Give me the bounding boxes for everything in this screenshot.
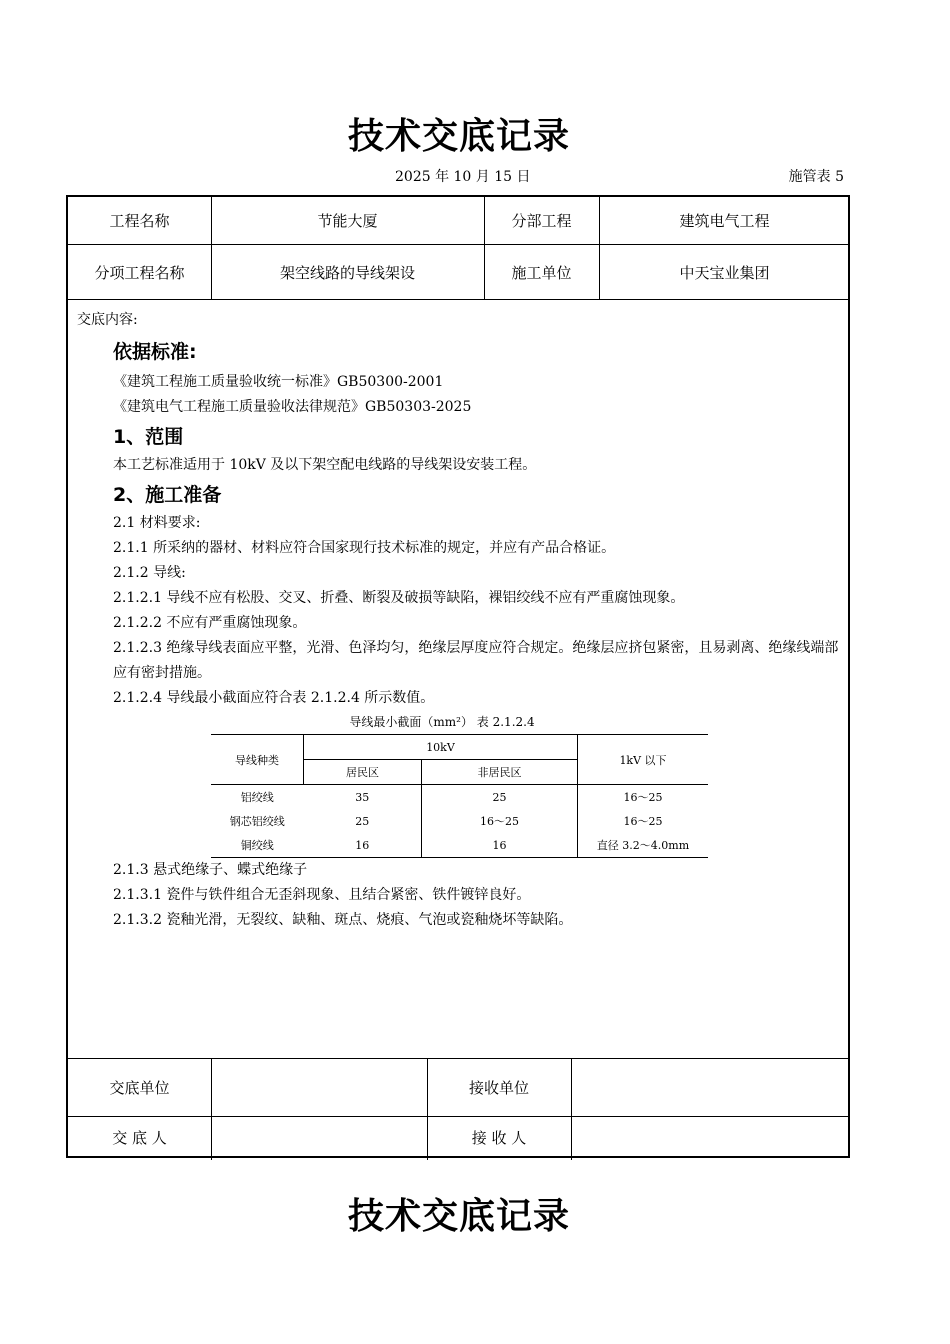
table-cell: 25 — [421, 785, 577, 810]
to-unit-label: 接收单位 — [468, 1079, 529, 1097]
table-cell: 16 — [304, 833, 422, 858]
project-name-label: 工程名称 — [109, 212, 170, 230]
prep-line: 2.1.3 悬式绝缘子、蝶式绝缘子 — [113, 862, 308, 878]
basis-line: 《建筑工程施工质量验收统一标准》GB50300-2001 — [113, 374, 444, 390]
subitem-label: 分项工程名称 — [94, 263, 185, 282]
table-header: 10kV — [304, 735, 578, 760]
table-caption: 导线最小截面（mm²） 表 2.1.2.4 — [349, 715, 535, 729]
from-person-value[interactable] — [211, 1117, 427, 1158]
basis-heading: 依据标准: — [113, 341, 197, 363]
from-unit-value[interactable] — [211, 1059, 427, 1116]
prep-line: 2.1.1 所采纳的器材、材料应符合国家现行技术标准的规定，并应有产品合格证。 — [113, 540, 616, 556]
table-cell: 钢芯铝绞线 — [229, 815, 285, 828]
table-cell: 铜绞线 — [211, 833, 304, 858]
prep-heading: 2、施工准备 — [113, 484, 222, 506]
prep-line: 2.1.2.3 绝缘导线表面应平整，光滑、色泽均匀，绝缘层厚度应符合规定。绝缘层应挤包紧密，且易剥离、绝缘线端部应有密封措施。 — [113, 640, 839, 681]
min-section-table — [211, 734, 708, 858]
record-form — [66, 195, 850, 1158]
record-date: 2025 年 10 月 15 日 — [395, 169, 531, 185]
table-cell: 16～25 — [421, 809, 577, 833]
table-cell: 16 — [421, 833, 577, 858]
prep-line: 2.1.2 导线: — [113, 565, 186, 581]
scope-text: 本工艺标准适用于 10kV 及以下架空配电线路的导线架设安装工程。 — [113, 457, 537, 473]
table-cell: 铝绞线 — [240, 791, 274, 804]
table-header: 1kV 以下 — [578, 735, 709, 785]
table-row — [211, 785, 708, 810]
from-person-label: 交 底 人 — [112, 1129, 167, 1147]
from-unit-label: 交底单位 — [109, 1079, 170, 1097]
basis-line: 《建筑电气工程施工质量验收法律规范》GB50303-2025 — [113, 399, 472, 415]
table-cell: 35 — [304, 785, 422, 810]
to-person-value[interactable] — [571, 1117, 850, 1158]
briefing-content — [77, 309, 845, 933]
table-header: 居民区 — [304, 760, 422, 785]
table-cell: 16～25 — [623, 791, 663, 804]
prep-line: 2.1.2.2 不应有严重腐蚀现象。 — [113, 615, 307, 631]
prep-line: 2.1.2.1 导线不应有松股、交叉、折叠、断裂及破损等缺陷，裸铝绞线不应有严重腐蚀现象。 — [113, 590, 685, 606]
division-label: 分部工程 — [511, 212, 572, 230]
prep-line: 2.1.3.2 瓷釉光滑，无裂纹、缺釉、斑点、烧痕、气泡或瓷釉烧坏等缺陷。 — [113, 912, 573, 928]
table-row — [211, 809, 708, 833]
prep-line: 2.1.3.1 瓷件与铁件组合无歪斜现象、且结合紧密、铁件镀锌良好。 — [113, 887, 531, 903]
to-person-label: 接 收 人 — [471, 1129, 527, 1147]
table-header: 导线种类 — [211, 735, 304, 785]
project-name-value: 节能大厦 — [317, 212, 378, 230]
contractor-value: 中天宝业集团 — [679, 263, 770, 282]
contractor-label: 施工单位 — [511, 263, 572, 282]
division-value: 建筑电气工程 — [679, 212, 770, 230]
page-title: 技术交底记录 — [347, 116, 570, 157]
table-header: 非居民区 — [421, 760, 577, 785]
next-page-title: 技术交底记录 — [347, 1196, 570, 1237]
table-cell: 直径 3.2～4.0mm — [578, 833, 709, 858]
form-number: 施管表 5 — [788, 169, 844, 185]
prep-line: 2.1 材料要求: — [113, 515, 201, 531]
table-cell: 25 — [304, 809, 422, 833]
content-label: 交底内容: — [77, 312, 138, 328]
table-row — [211, 833, 708, 858]
prep-line: 2.1.2.4 导线最小截面应符合表 2.1.2.4 所示数值。 — [113, 690, 435, 706]
table-cell: 16～25 — [623, 815, 663, 828]
subitem-value: 架空线路的导线架设 — [279, 263, 415, 282]
scope-heading: 1、范围 — [113, 426, 184, 448]
to-unit-value[interactable] — [571, 1059, 850, 1116]
